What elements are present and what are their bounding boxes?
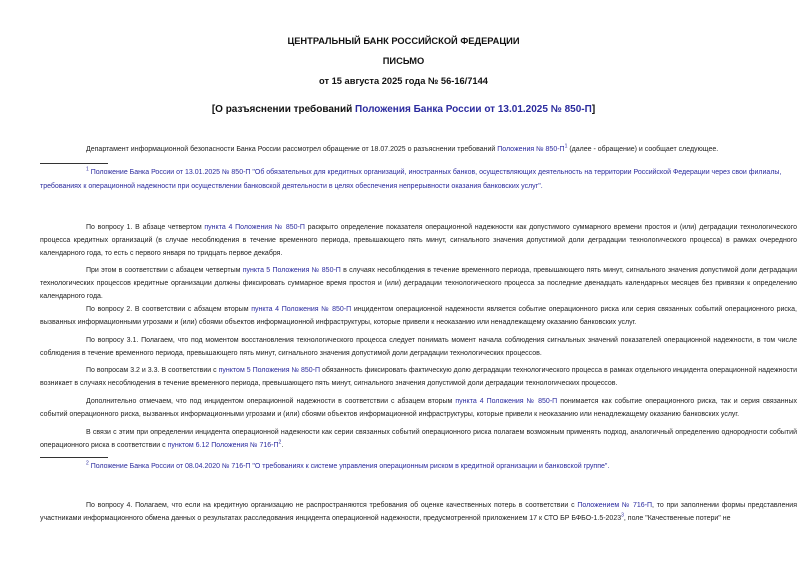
footnote-2[interactable] bbox=[40, 460, 797, 474]
intro-text-end: (далее - обращение) и сообщает следующее. bbox=[567, 146, 719, 153]
paragraph-series-events bbox=[40, 426, 797, 452]
footnote-2-marker: 2 bbox=[86, 460, 89, 467]
intro-paragraph bbox=[40, 143, 797, 156]
paragraph-text: По вопросу 4. Полагаем, что если на кредитную организацию не распространяются требования об оценке качественных потерь в соответствии с bbox=[86, 502, 578, 509]
point-4-850-link[interactable]: пункта 4 Положения № 850-П bbox=[251, 306, 352, 313]
footnote-marker-3[interactable]: 3 bbox=[621, 512, 624, 519]
point-5-850-link[interactable]: пунктом 5 Положения № 850-П bbox=[218, 367, 321, 374]
point-4-850-link[interactable]: пункта 4 Положения № 850-П bbox=[455, 398, 558, 405]
document-date-number: от 15 августа 2025 года № 56-16/7144 bbox=[319, 76, 488, 86]
paragraph-text: . bbox=[281, 442, 284, 449]
document-subject bbox=[0, 104, 807, 115]
regulation-850-link[interactable]: Положения № 850-П bbox=[497, 146, 565, 153]
paragraph-text: инцидентом операционной надежности является событие операционного риска или серия связанных событий операционного риска, вызванных информационными угрозами и (или) сбоями объектов информационной инфраструктуры, которые привели к неоказанию или ненадлежащему оказанию банковских услуг. bbox=[40, 306, 797, 326]
footnote-1-marker: 1 bbox=[86, 166, 89, 173]
paragraph-question-4 bbox=[40, 499, 797, 525]
paragraph-text: в случаях несоблюдения в течение временного периода, превышающего пять минут, сигнального значения допустимой доли деградации технологических процессов кредитные организации должны фиксировать суммарное время простоя и (или) деградации технологического процесса за последние двенадцать календарных месяцев без привязки к определению календарного года. bbox=[40, 267, 797, 300]
paragraph-additional-note bbox=[40, 395, 797, 421]
footnote-divider bbox=[40, 457, 108, 458]
footnote-1-text: Положение Банка России от 13.01.2025 № 850-П "Об обязательных для кредитных организаций, иностранных банков, осуществляющих деятельность на территории Российской Федерации через свои филиалы, требованиях к операционной надежности при осуществлении банковской деятельности в целях обеспечения непрерывности оказания банковских услуг". bbox=[40, 169, 782, 190]
issuer-title: ЦЕНТРАЛЬНЫЙ БАНК РОССИЙСКОЙ ФЕДЕРАЦИИ bbox=[287, 36, 520, 46]
footnote-marker-2[interactable]: 2 bbox=[278, 439, 282, 446]
document-type: ПИСЬМО bbox=[382, 56, 425, 66]
footnote-2-text: Положение Банка России от 08.04.2020 № 716-П "О требованиях к системе управления операционным риском в кредитной организации и банковской группе". bbox=[88, 463, 610, 470]
paragraph-text: Дополнительно отмечаем, что под инцидентом операционной надежности в соответствии с абзацем вторым bbox=[86, 398, 456, 405]
intro-text: Департамент информационной безопасности Банка России рассмотрел обращение от 18.07.2025 о разъяснении требований bbox=[86, 146, 498, 153]
subject-suffix: ] bbox=[591, 104, 596, 115]
paragraph-question-1-addendum bbox=[40, 264, 797, 303]
paragraph-question-3-2-3-3 bbox=[40, 364, 797, 390]
point-6-12-716-link[interactable]: пунктом 6.12 Положения № 716-П bbox=[167, 442, 279, 449]
paragraph-text: , поле "Качественные потери" не bbox=[623, 515, 731, 522]
paragraph-text: По вопросу 1. В абзаце четвертом bbox=[86, 224, 205, 231]
paragraph-question-2 bbox=[40, 303, 797, 329]
footnote-1[interactable] bbox=[40, 166, 797, 193]
paragraph-question-3-1 bbox=[40, 334, 797, 360]
paragraph-text: При этом в соответствии с абзацем четвертым bbox=[86, 267, 243, 274]
paragraph-text: В связи с этим при определении инцидента операционной надежности как серии связанных событий операционного риска полагаем возможным применять подход, аналогичный определению однородности событий операционного риска в соответствии с bbox=[40, 429, 797, 449]
paragraph-text: понимается как событие операционного риска, так и серия связанных событий операционного риска, вызванных информационными угрозами и (или) сбоями объектов информационной инфраструктуры, которые привели к неоказанию или ненадлежащему оказанию банковских услуг. bbox=[40, 398, 797, 418]
paragraph-question-1 bbox=[40, 221, 797, 260]
regulation-716-link[interactable]: Положением № 716-П bbox=[577, 502, 652, 509]
footnote-marker-1[interactable]: 1 bbox=[564, 143, 568, 150]
footnote-divider bbox=[40, 163, 108, 164]
paragraph-text: раскрыто определение показателя операционной надежности как допустимого суммарного времени простоя и (или) деградации технологического процесса кредитных организаций (в случае несоблюдения в течение временного периода, превышающего пять минут, сигнального значения допустимой доли деградации технологического процесса) в рамках очередного календарного года, то есть с первого января по тридцать первое декабря. bbox=[40, 224, 797, 257]
paragraph-text: , то при заполнении формы представления участниками информационного обмена данных о результатах расследования инцидента операционной надежности, предусмотренной приложением 17 к СТО БР БФБО-1.5-2023 bbox=[40, 502, 797, 522]
point-5-850-link[interactable]: пункта 5 Положения № 850-П bbox=[242, 267, 341, 274]
paragraph-text: По вопросам 3.2 и 3.3. В соответствии с bbox=[86, 367, 219, 374]
subject-regulation-link[interactable]: Положения Банка России от 13.01.2025 № 850-П bbox=[355, 104, 592, 115]
paragraph-text: По вопросу 3.1. Полагаем, что под моментом восстановления технологического процесса следует понимать момент начала соблюдения сигнальных значений показателей операционной надежности, в том числе соблюдения в течение временного периода, превышающего пять минут, сигнального значения допустимой доли деградации технологических процессов. bbox=[40, 337, 797, 357]
paragraph-text: обязанность фиксировать фактическую долю деградации технологического процесса в рамках отдельного инцидента операционной надежности возникает в случаях несоблюдения в течение временного периода, превышающего пять минут, сигнального значения допустимой доли деградации технологических процессов. bbox=[40, 367, 797, 387]
paragraph-text: По вопросу 2. В соответствии с абзацем вторым bbox=[86, 306, 252, 313]
point-4-850-link[interactable]: пункта 4 Положения № 850-П bbox=[204, 224, 305, 231]
subject-prefix: [О разъяснении требований bbox=[211, 104, 356, 115]
